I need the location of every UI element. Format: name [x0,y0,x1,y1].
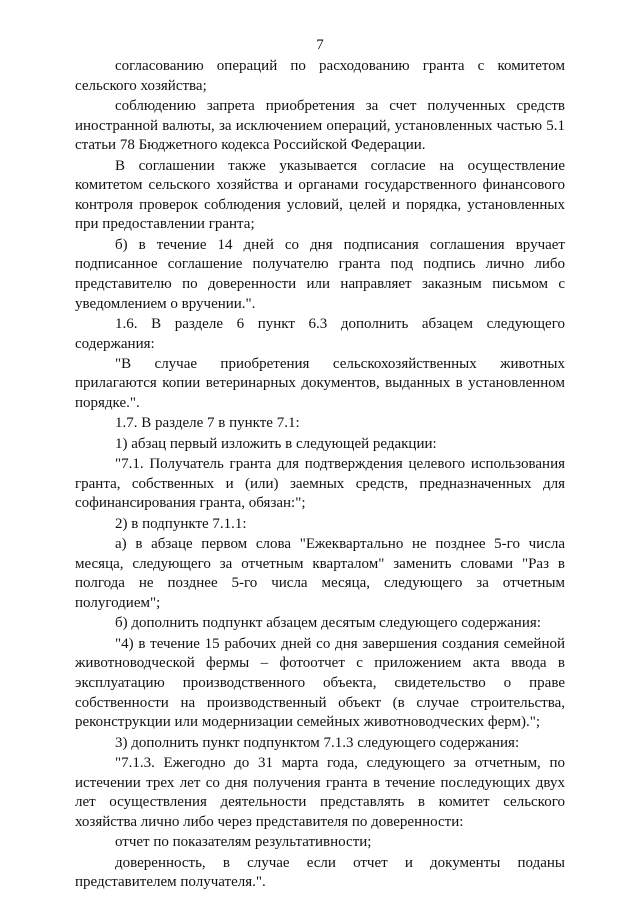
paragraph-6: "В случае приобретения сельскохозяйственных животных прилагаются копии ветеринарных документов, выданных в установленном порядке.". [75,355,565,412]
paragraph-9: "7.1. Получатель гранта для подтверждения целевого использования гранта, собственных и (или) заемных средств, предназначенных для софинансирования гранта, обязан:"; [75,456,565,512]
paragraph-5: 1.6. В разделе 6 пункт 6.3 дополнить абзацем следующего содержания: [75,315,565,352]
paragraph-4: б) в течение 14 дней со дня подписания соглашения вручает подписанное соглашение получателю гранта под подпись лично либо представителю по доверенности или направляет заказным письмом с уведомлением о вручении.". [75,236,565,312]
paragraph-13: "4) в течение 15 рабочих дней со дня завершения создания семейной животноводческой фермы – фотоотчет с приложением акта ввода в эксплуатацию производственного объекта, свидетельство о праве собственности на производственный объект (в случае строительства, реконструкции или модернизации семейных животноводческих ферм)."; [75,635,565,731]
paragraph-10: 2) в подпункте 7.1.1: [115,515,247,532]
paragraph-11: а) в абзаце первом слова "Ежеквартально не позднее 5-го числа месяца, следующего за отчетным кварталом" заменить словами "Раз в полгода не позднее 5-го числа месяца, следующего за отчетным полугодием"; [75,536,565,611]
document-body [75,57,565,893]
paragraph-15: "7.1.3. Ежегодно до 31 марта года, следующего за отчетным, по истечении трех лет со дня получения гранта в течение последующих двух лет осуществления деятельности представлять в комитет сельского хозяйства лично либо через представителя по доверенности: [75,754,565,830]
paragraph-16: отчет по показателям результативности; [115,834,372,851]
paragraph-12: б) дополнить подпункт абзацем десятым следующего содержания: [115,615,541,632]
paragraph-14: 3) дополнить пункт подпунктом 7.1.3 следующего содержания: [115,734,520,751]
paragraph-3: В соглашении также указывается согласие на осуществление комитетом сельского хозяйства и органами государственного финансового контроля проверок соблюдения условий, целей и порядка, установленных при предоставлении гранта; [75,157,565,233]
paragraph-1: согласованию операций по расходованию гранта с комитетом сельского хозяйства; [75,58,565,94]
paragraph-2: соблюдению запрета приобретения за счет полученных средств иностранной валюты, за исключением операций, установленных частью 5.1 статьи 78 Бюджетного кодекса Российской Федерации. [75,97,565,154]
paragraph-17: доверенность, в случае если отчет и документы поданы представителем получателя.". [75,854,565,891]
paragraph-8: 1) абзац первый изложить в следующей редакции: [115,435,437,452]
paragraph-7: 1.7. В разделе 7 в пункте 7.1: [115,415,300,432]
page-number: 7 [316,37,324,53]
